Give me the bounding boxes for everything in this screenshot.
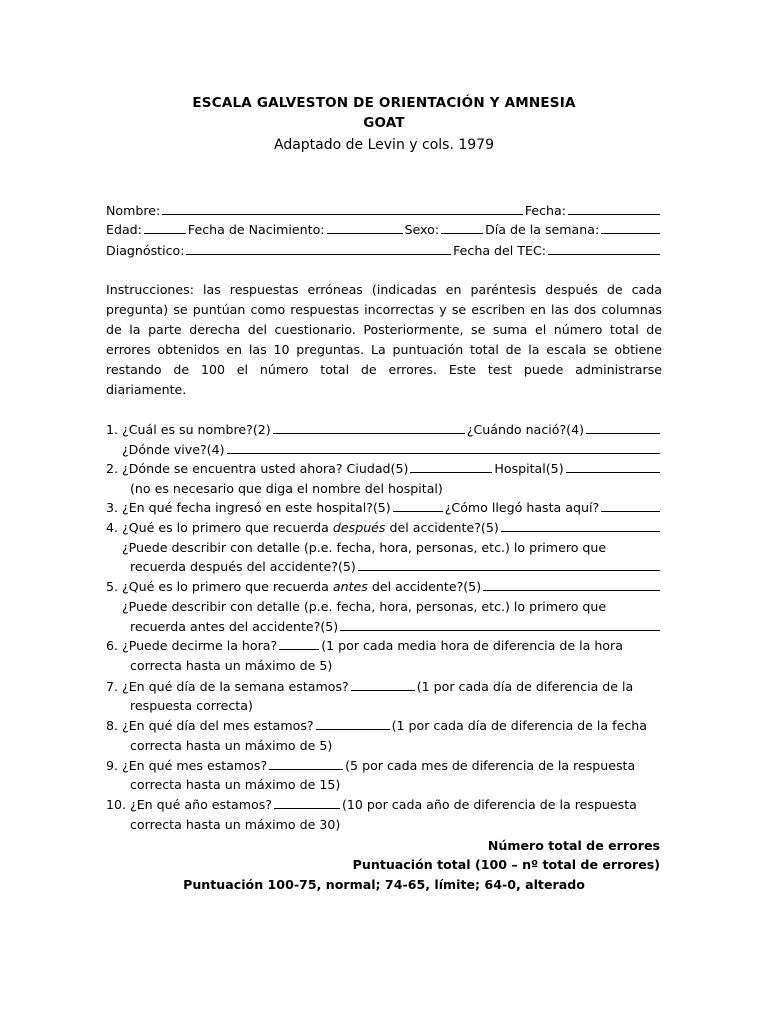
answer-10-field[interactable] xyxy=(274,795,340,809)
document-title: ESCALA GALVESTON DE ORIENTACIÓN Y AMNESIA xyxy=(192,95,576,111)
edad-field[interactable] xyxy=(144,220,186,234)
question-10-scoring-end: correcta hasta un máximo de 30) xyxy=(130,817,341,832)
answer-address-field[interactable] xyxy=(227,440,661,454)
question-1-address-text: ¿Dónde vive?(4) xyxy=(122,442,225,457)
question-8-text: 8. ¿En qué día del mes estamos? xyxy=(106,718,314,733)
question-7-text: 7. ¿En qué día de la semana estamos? xyxy=(106,679,349,694)
total-errors-label: Número total de errores xyxy=(487,838,660,853)
fecha-nacimiento-field[interactable] xyxy=(327,220,403,234)
fecha-field[interactable] xyxy=(568,201,660,215)
fecha-tec-label: Fecha del TEC: xyxy=(453,243,546,258)
instructions-line: diariamente. xyxy=(106,382,187,397)
instructions-line: de la parte derecha del cuestionario. Posteriormente, se suma el número total de xyxy=(106,322,662,337)
question-4-detail-end xyxy=(130,557,662,577)
answer-5-field[interactable] xyxy=(483,577,660,591)
diagnostico-field[interactable] xyxy=(186,241,451,255)
answer-4-detail-field[interactable] xyxy=(358,557,660,571)
instructions-line: pregunta) se puntúan como respuestas incorrectas y se escriben en las dos columnas xyxy=(106,302,662,317)
answer-9-field[interactable] xyxy=(269,756,343,770)
question-6-scoring: (1 por cada media hora de diferencia de la hora xyxy=(321,638,623,653)
document-subtitle: Adaptado de Levin y cols. 1979 xyxy=(274,137,494,153)
instructions-line: restando de 100 el número total de errores. Este test puede administrarse xyxy=(106,362,662,377)
question-1 xyxy=(106,420,662,440)
question-5-detail: ¿Puede describir con detalle (p.e. fecha, hora, personas, etc.) lo primero que xyxy=(122,599,607,614)
question-7-scoring: (1 por cada día de diferencia de la xyxy=(416,679,634,694)
patient-fields-row-1 xyxy=(106,201,662,221)
answer-name-field[interactable] xyxy=(273,420,465,434)
answer-4-field[interactable] xyxy=(501,518,660,532)
question-1-birth-text: ¿Cuándo nació?(4) xyxy=(466,422,584,437)
score-interpretation: Puntuación 100-75, normal; 74-65, límite; 64-0, alterado xyxy=(183,877,585,892)
answer-admission-date-field[interactable] xyxy=(393,498,443,512)
question-6 xyxy=(106,636,662,656)
question-6-text: 6. ¿Puede decirme la hora? xyxy=(106,638,278,653)
instructions-line: errores obtenidos en las 10 preguntas. La puntuación total de la escala se obtiene xyxy=(106,342,662,357)
question-2-hospital-text: Hospital(5) xyxy=(494,461,564,476)
question-7-scoring-end: respuesta correcta) xyxy=(130,698,253,713)
answer-8-field[interactable] xyxy=(316,716,390,730)
question-5-text: 5. ¿Qué es lo primero que recuerda xyxy=(106,579,329,594)
total-score-label: Puntuación total (100 – nº total de errores) xyxy=(352,857,660,872)
question-2-note: (no es necesario que diga el nombre del hospital) xyxy=(130,481,443,496)
answer-arrival-field[interactable] xyxy=(601,498,660,512)
fecha-nacimiento-label: Fecha de Nacimiento: xyxy=(187,222,325,237)
edad-label: Edad: xyxy=(106,222,142,237)
question-2-text: 2. ¿Dónde se encuentra usted ahora? Ciudad(5) xyxy=(106,461,409,476)
instructions-line: Instrucciones: las respuestas erróneas (indicadas en paréntesis después de cada xyxy=(106,282,662,297)
question-8 xyxy=(106,716,662,736)
question-6-scoring-end: correcta hasta un máximo de 5) xyxy=(130,658,333,673)
question-5-detail-end xyxy=(130,617,662,637)
patient-fields-row-2 xyxy=(106,220,662,240)
answer-7-field[interactable] xyxy=(351,677,415,691)
fecha-tec-field[interactable] xyxy=(548,241,660,255)
nombre-field[interactable] xyxy=(162,201,523,215)
fecha-label: Fecha: xyxy=(524,203,566,218)
answer-5-detail-field[interactable] xyxy=(340,617,660,631)
question-3-arrival-text: ¿Cómo llegó hasta aquí? xyxy=(444,500,600,515)
question-5-emphasis: antes xyxy=(332,579,368,594)
sexo-label: Sexo: xyxy=(404,222,440,237)
question-7 xyxy=(106,677,662,697)
answer-city-field[interactable] xyxy=(410,459,492,473)
question-2 xyxy=(106,459,662,479)
question-9 xyxy=(106,756,662,776)
diagnostico-label: Diagnóstico: xyxy=(106,243,185,258)
question-10-text: 10. ¿En qué año estamos? xyxy=(106,797,272,812)
question-4 xyxy=(106,518,662,538)
answer-birth-field[interactable] xyxy=(586,420,660,434)
question-5-text-end: del accidente?(5) xyxy=(371,579,482,594)
question-8-scoring: (1 por cada día de diferencia de la fecha xyxy=(391,718,647,733)
dia-semana-field[interactable] xyxy=(601,220,660,234)
question-1-address xyxy=(122,440,662,460)
question-9-text: 9. ¿En qué mes estamos? xyxy=(106,758,268,773)
question-4-detail: ¿Puede describir con detalle (p.e. fecha, hora, personas, etc.) lo primero que xyxy=(122,540,607,555)
question-10 xyxy=(106,795,662,815)
dia-semana-label: Día de la semana: xyxy=(485,222,600,237)
question-1-text: 1. ¿Cuál es su nombre?(2) xyxy=(106,422,271,437)
answer-hospital-field[interactable] xyxy=(566,459,660,473)
question-10-scoring: (10 por cada año de diferencia de la respuesta xyxy=(341,797,637,812)
patient-fields-row-3 xyxy=(106,241,662,261)
question-4-detail-text: recuerda después del accidente?(5) xyxy=(130,559,356,574)
question-9-scoring: (5 por cada mes de diferencia de la respuesta xyxy=(345,758,636,773)
question-4-text-end: del accidente?(5) xyxy=(389,520,499,535)
question-5 xyxy=(106,577,662,597)
question-4-text: 4. ¿Qué es lo primero que recuerda xyxy=(106,520,329,535)
question-9-scoring-end: correcta hasta un máximo de 15) xyxy=(130,777,341,792)
question-3-text: 3. ¿En qué fecha ingresó en este hospital?(5) xyxy=(106,500,391,515)
answer-6-field[interactable] xyxy=(279,636,319,650)
question-8-scoring-end: correcta hasta un máximo de 5) xyxy=(130,738,333,753)
question-5-detail-text: recuerda antes del accidente?(5) xyxy=(130,619,339,634)
question-3 xyxy=(106,498,662,518)
document-acronym: GOAT xyxy=(363,115,405,131)
nombre-label: Nombre: xyxy=(106,203,161,218)
sexo-field[interactable] xyxy=(441,220,483,234)
question-4-emphasis: después xyxy=(332,520,386,535)
